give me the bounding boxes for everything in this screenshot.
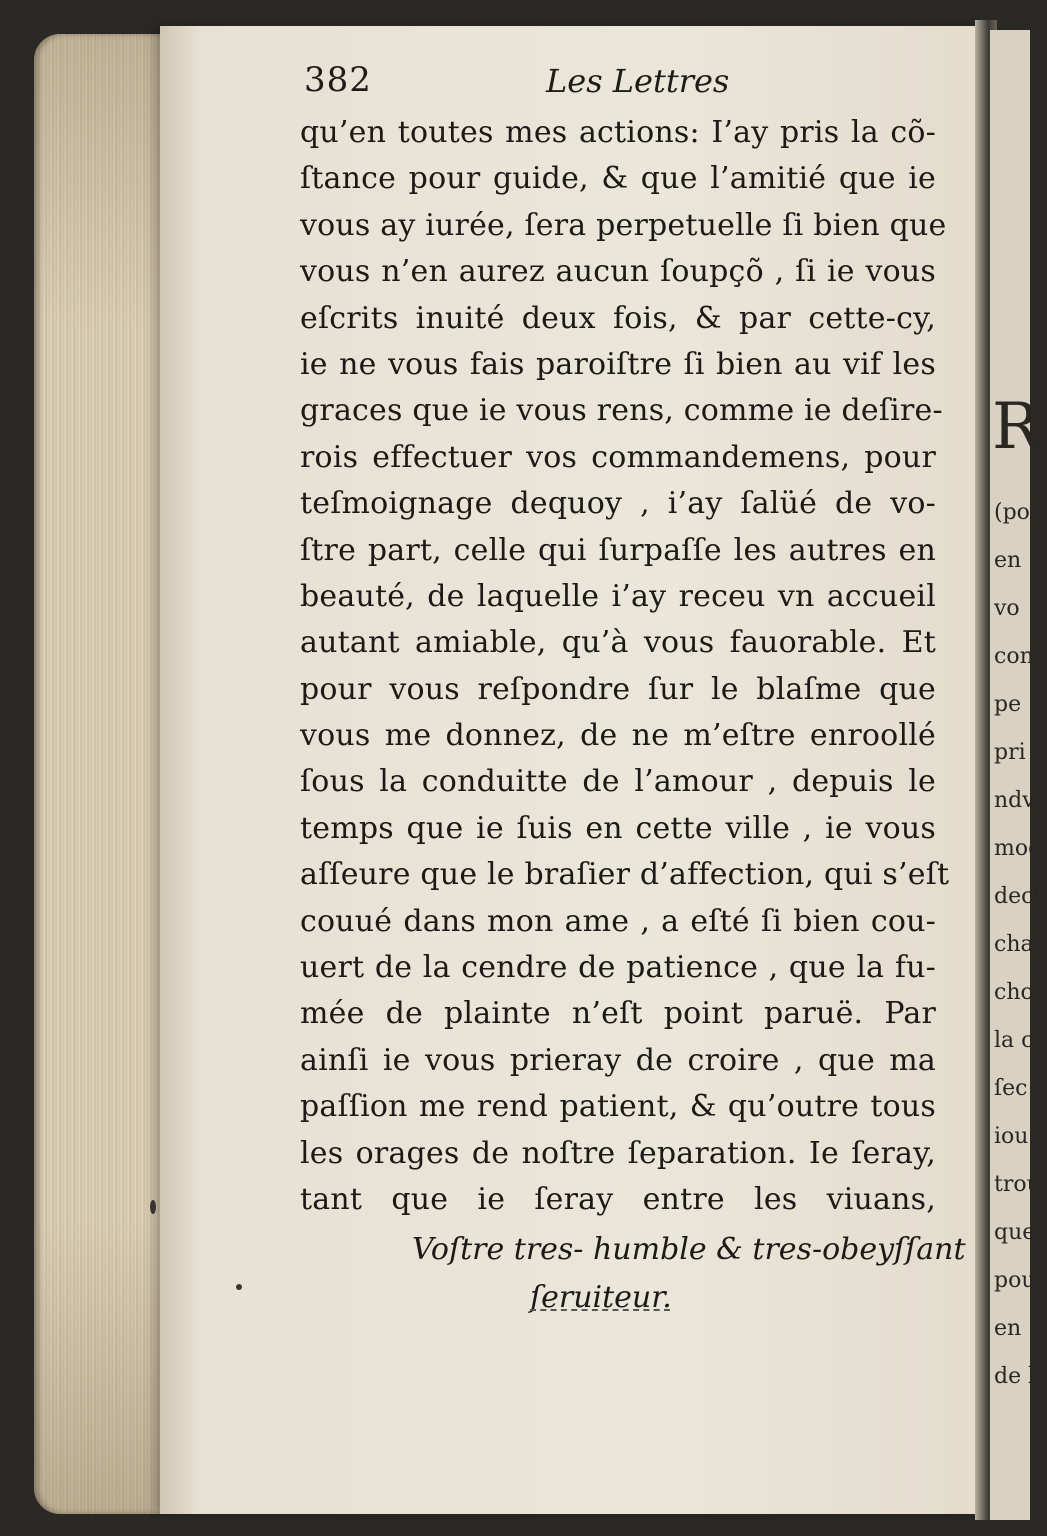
closing-line-2: ſeruiteur. <box>530 1280 672 1315</box>
facing-page-line: ndv <box>994 788 1035 813</box>
facing-page-line: que <box>994 1220 1036 1245</box>
ink-speck <box>150 1200 156 1214</box>
facing-page-line: chae <box>994 932 1047 957</box>
text-line: couué dans mon ame , a eſté ſi bien cou- <box>300 903 936 939</box>
text-line: paſſion me rend patient, & qu’outre tous <box>300 1089 936 1125</box>
text-line: uert de la cendre de patience , que la fu- <box>300 950 936 986</box>
text-line: eſcrits inuité deux fois, & par cette-cy, <box>300 300 936 336</box>
text-line: teſmoignage dequoy , i’ay ſalüé de vo- <box>300 486 936 522</box>
text-line: beauté, de laquelle i’ay receu vn accueil <box>300 578 936 614</box>
facing-page-line: en <box>994 548 1022 573</box>
text-line: ſtre part, celle qui ſurpaſſe les autres en <box>300 532 936 568</box>
running-head <box>300 60 940 104</box>
facing-page-line: con <box>994 644 1034 669</box>
closing-underline <box>530 1309 670 1311</box>
facing-page-fragment <box>990 30 1047 1520</box>
letter-body <box>300 110 950 1223</box>
running-head-title: Les Lettres <box>546 62 730 100</box>
facing-page-line: iou <box>994 1124 1029 1149</box>
text-line: les orages de noſtre ſeparation. Ie ſeray, <box>300 1135 936 1171</box>
facing-page-line: en <box>994 1316 1022 1341</box>
text-line: tant que ie ſeray entre les viuans, <box>300 1181 936 1217</box>
text-line: ſous la conduitte de l’amour , depuis le <box>300 764 936 800</box>
text-line: qu’en toutes mes actions: I’ay pris la cõ- <box>300 115 936 150</box>
closing-line-1: Voſtre tres- humble & tres-obeyſſant <box>412 1232 966 1267</box>
facing-page-line: ſec <box>994 1076 1028 1101</box>
facing-page-line: (pou <box>994 500 1045 525</box>
facing-page-line: mod <box>994 836 1043 861</box>
text-line: ainſi ie vous prieray de croire , que ma <box>300 1042 936 1078</box>
facing-page-line: cho <box>994 980 1034 1005</box>
text-line: autant amiable, qu’à vous fauorable. Et <box>300 625 936 661</box>
facing-page-line: decl <box>994 884 1041 909</box>
facing-page-line: vo <box>994 596 1020 621</box>
facing-page-line: trou <box>994 1172 1041 1197</box>
facing-page-line: pe <box>994 692 1022 717</box>
text-line: ie ne vous fais paroiſtre ſi bien au vif les <box>300 346 936 382</box>
text-line: temps que ie ſuis en cette ville , ie vous <box>300 810 936 846</box>
facing-page-line: pou <box>994 1268 1036 1293</box>
text-line: graces que ie vous rens, comme ie deſire- <box>300 393 943 429</box>
text-line: pour vous reſpondre ſur le blaſme que <box>300 671 936 707</box>
text-line: rois effectuer vos commandemens, pour <box>300 439 936 475</box>
ink-speck <box>236 1284 242 1290</box>
text-line: vous n’en aurez aucun ſoupçõ , ſi ie vous <box>300 254 936 290</box>
facing-page-line: de l <box>994 1364 1036 1389</box>
page-number: 382 <box>304 60 372 100</box>
text-line: vous me donnez, de ne m’eſtre enroollé <box>300 718 936 754</box>
facing-page-line: pri <box>994 740 1026 765</box>
text-line: vous ay iurée, ſera perpetuelle ſi bien que <box>300 207 947 243</box>
text-line: mée de plainte n’eſt point paruë. Par <box>300 996 936 1032</box>
text-line: aſſeure que le braſier d’affection, qui s’eſt <box>300 857 950 893</box>
facing-page-line: la c <box>994 1028 1034 1053</box>
letter-closing <box>412 1226 966 1322</box>
text-line: ſtance pour guide, & que l’amitié que ie <box>300 161 936 197</box>
facing-page-initial: R <box>992 390 1041 464</box>
